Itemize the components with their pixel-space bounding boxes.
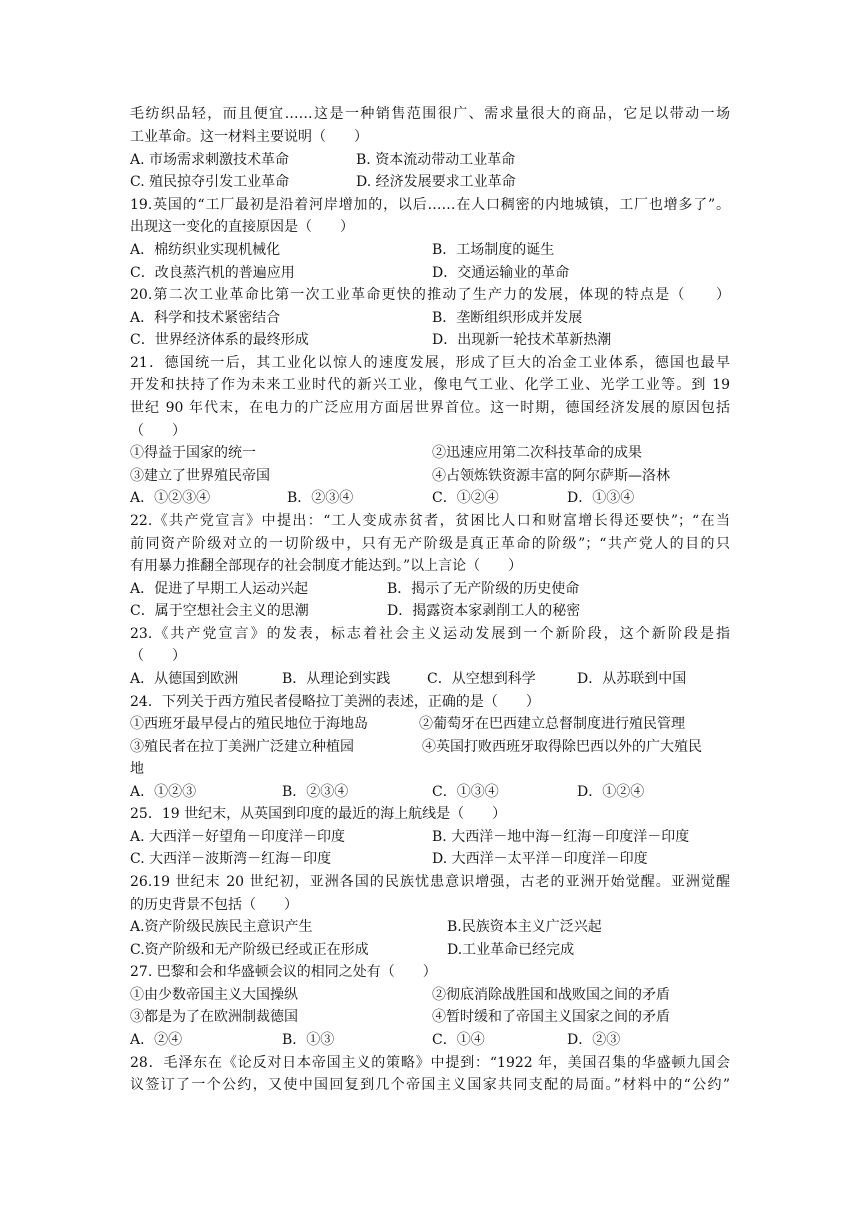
q27-option-a: A．②④ xyxy=(130,1032,183,1048)
q23-option-c: C．从空想到科学 xyxy=(427,671,536,687)
q20-option-d: D．出现新一轮技术革新热潮 xyxy=(432,332,612,348)
q24-option-b: B．②③④ xyxy=(282,784,349,800)
q26-text-line-1: 26.19 世纪末 20 世纪初，亚洲各国的民族忧患意识增强，古老的亚洲开始觉醒。亚洲觉醒 xyxy=(130,874,730,890)
q18-option-d: D. 经济发展要求工业革命 xyxy=(356,174,516,190)
q21-statement-3: ③建立了世界殖民帝国 xyxy=(130,468,270,484)
q26-option-d: D.工业革命已经完成 xyxy=(447,942,575,958)
q22-option-a: A．促进了早期工人运动兴起 xyxy=(130,581,309,597)
q23-option-b: B．从理论到实践 xyxy=(282,671,391,687)
q27-option-b: B．①③ xyxy=(282,1032,335,1048)
q21-statement-4: ④占领炼铁资源丰富的阿尔萨斯—洛林 xyxy=(432,468,670,484)
q27-option-d: D．②③ xyxy=(567,1032,621,1048)
q26-text-line-2: 的历史背景不包括（ ） xyxy=(130,897,298,913)
q24-statement-4-wrap: 地 xyxy=(130,761,144,777)
q22-option-b: B．揭示了无产阶级的历史使命 xyxy=(387,581,580,597)
q22-text-line-2: 前同资产阶级对立的一切阶级中，只有无产阶级是真正革命的阶级”；“共产党人的目的只 xyxy=(130,536,730,552)
q18-option-a: A. 市场需求刺激技术革命 xyxy=(130,152,290,168)
q20-text-line-1: 20.第二次工业革命比第一次工业革命更快的推动了生产力的发展，体现的特点是（ ） xyxy=(130,287,730,303)
q27-statement-1: ①由少数帝国主义大国操纵 xyxy=(130,987,298,1003)
q23-text-line-1: 23.《共产党宣言》的发表，标志着社会主义运动发展到一个新阶段，这个新阶段是指 xyxy=(130,626,730,642)
q28-text-line-1: 28．毛泽东在《论反对日本帝国主义的策略》中提到：“1922 年，美国召集的华盛顿九国会 xyxy=(130,1055,730,1071)
q20-option-c: C．世界经济体系的最终形成 xyxy=(130,332,309,348)
q24-option-c: C．①③④ xyxy=(432,784,499,800)
q23-option-d: D．从苏联到中国 xyxy=(577,671,687,687)
q19-option-c: C．改良蒸汽机的普遍应用 xyxy=(130,265,295,281)
q21-text-line-4: （ ） xyxy=(130,423,186,439)
q19-option-d: D．交通运输业的革命 xyxy=(432,265,570,281)
q21-option-c: C．①②④ xyxy=(432,490,499,506)
q24-statement-4: ④英国打败西班牙取得除巴西以外的广大殖民 xyxy=(422,739,702,755)
q25-option-c: C. 大西洋－波斯湾－红海－印度 xyxy=(130,851,332,867)
q27-statement-4: ④暂时缓和了帝国主义国家之间的矛盾 xyxy=(432,1009,670,1025)
q19-text-line-1: 19.英国的“工厂最初是沿着河岸增加的，以后……在人口稠密的内地城镇，工厂也增多了”。 xyxy=(130,197,730,213)
q27-statement-2: ②彻底消除战胜国和战败国之间的矛盾 xyxy=(432,987,670,1003)
q25-text-line-1: 25．19 世纪末，从英国到印度的最近的海上航线是（ ） xyxy=(130,806,507,822)
q27-statement-3: ③都是为了在欧洲制裁德国 xyxy=(130,1009,298,1025)
q25-option-b: B. 大西洋－地中海－红海－印度洋－印度 xyxy=(432,829,690,845)
q21-statement-1: ①得益于国家的统一 xyxy=(130,445,256,461)
q25-option-a: A. 大西洋－好望角－印度洋－印度 xyxy=(130,829,346,845)
q28-text-line-2: 议签订了一个公约，又使中国回复到几个帝国主义国家共同支配的局面。”材料中的“公约” xyxy=(130,1077,730,1093)
q21-text-line-1: 21．德国统一后，其工业化以惊人的速度发展，形成了巨大的冶金工业体系，德国也最早 xyxy=(130,355,730,371)
q21-option-d: D．①③④ xyxy=(567,490,635,506)
q22-option-d: D．揭露资本家剥削工人的秘密 xyxy=(387,603,581,619)
q26-option-b: B.民族资本主义广泛兴起 xyxy=(447,919,602,935)
q21-option-a: A．①②③④ xyxy=(130,490,211,506)
q24-option-d: D．①②④ xyxy=(577,784,645,800)
q19-option-b: B．工场制度的诞生 xyxy=(432,242,555,258)
q26-option-c: C.资产阶级和无产阶级已经或正在形成 xyxy=(130,942,369,958)
q21-option-b: B．②③④ xyxy=(287,490,354,506)
q27-option-c: C．①④ xyxy=(432,1032,485,1048)
q24-option-a: A．①②③ xyxy=(130,784,197,800)
q19-option-a: A．棉纺织业实现机械化 xyxy=(130,242,281,258)
q20-option-b: B．垄断组织形成并发展 xyxy=(432,310,583,326)
q23-option-a: A．从德国到欧洲 xyxy=(130,671,239,687)
q20-option-a: A．科学和技术紧密结合 xyxy=(130,310,281,326)
q21-text-line-2: 开发和扶持了作为未来工业时代的新兴工业，像电气工业、化学工业、光学工业等。到 19 xyxy=(130,377,730,393)
q27-text-line-1: 27. 巴黎和会和华盛顿会议的相同之处有（ ） xyxy=(130,964,437,980)
q24-statement-1: ①西班牙最早侵占的殖民地位于海地岛 xyxy=(130,716,368,732)
q21-text-line-3: 世纪 90 年代末，在电力的广泛应用方面居世界首位。这一时期，德国经济发展的原因包括 xyxy=(130,400,730,416)
q22-text-line-1: 22.《共产党宣言》中提出：“工人变成赤贫者，贫困比人口和财富增长得还要快”；“在当 xyxy=(130,513,730,529)
q26-option-a: A.资产阶级民族民主意识产生 xyxy=(130,919,313,935)
q24-statement-2: ②葡萄牙在巴西建立总督制度进行殖民管理 xyxy=(419,716,685,732)
q19-text-line-2: 出现这一变化的直接原因是（ ） xyxy=(130,219,354,235)
q22-text-line-3: 有用暴力推翻全部现存的社会制度才能达到。”以上言论（ ） xyxy=(130,558,523,574)
q18-option-b: B. 资本流动带动工业革命 xyxy=(356,152,516,168)
q18-option-c: C. 殖民掠夺引发工业革命 xyxy=(130,174,290,190)
q18-text-line-2: 工业革命。这一材料主要说明（ ） xyxy=(130,129,368,145)
q24-statement-3: ③殖民者在拉丁美洲广泛建立种植园 xyxy=(130,739,354,755)
q24-text-line-1: 24．下列关于西方殖民者侵略拉丁美洲的表述，正确的是（ ） xyxy=(130,694,540,710)
q23-text-line-2: （ ） xyxy=(130,648,186,664)
q18-text-line-1: 毛纺织品轻，而且便宜……这是一种销售范围很广、需求量很大的商品，它足以带动一场 xyxy=(130,106,730,122)
q25-option-d: D. 大西洋－太平洋－印度洋－印度 xyxy=(432,851,648,867)
q22-option-c: C．属于空想社会主义的思潮 xyxy=(130,603,309,619)
q21-statement-2: ②迅速应用第二次科技革命的成果 xyxy=(432,445,642,461)
